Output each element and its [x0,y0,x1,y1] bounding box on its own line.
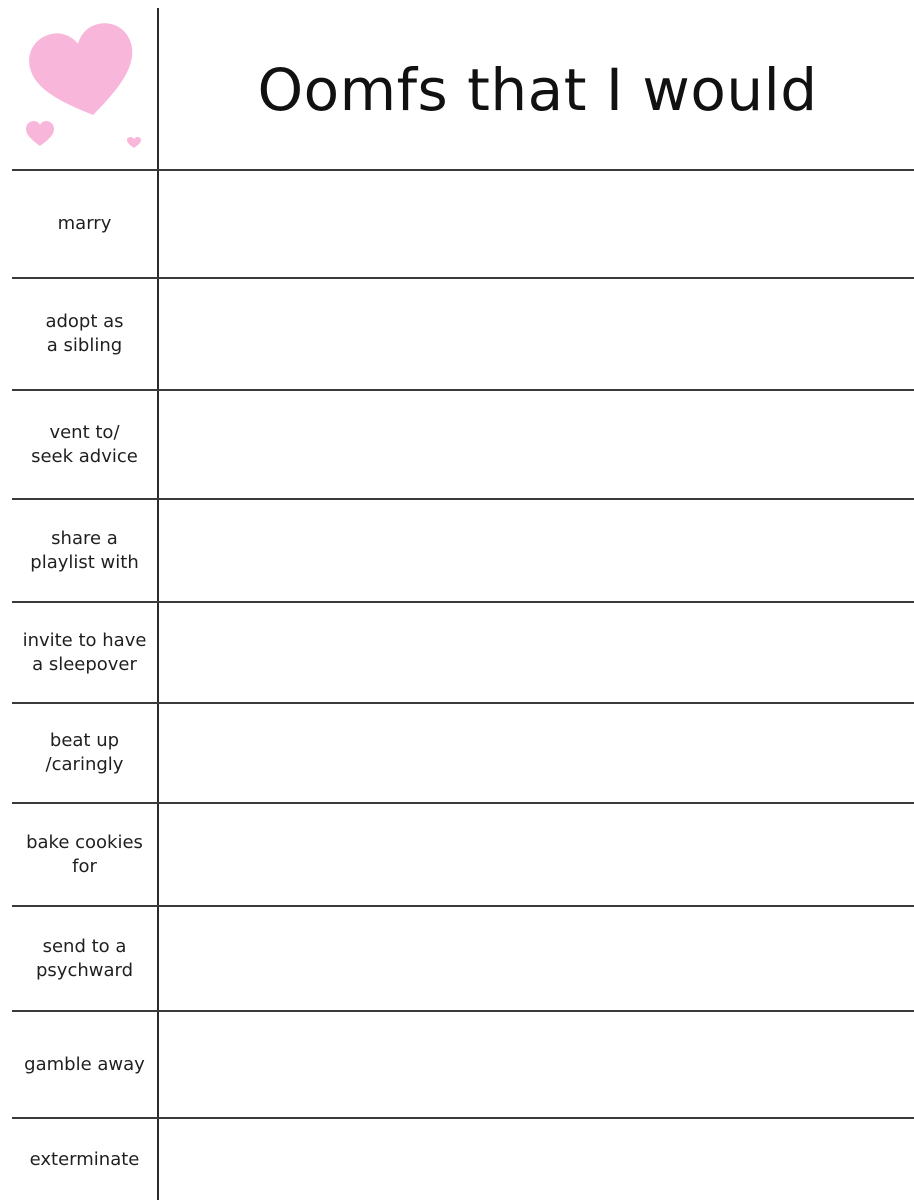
row-label: beat up /caringly [45,730,124,775]
row-label: send to a psychward [35,935,134,981]
row-label: gamble away [24,1053,145,1075]
row-label: exterminate [29,1148,140,1170]
row-label: vent to/ seek advice [31,421,138,467]
row-label: adopt as a sibling [45,311,124,356]
row-answer-cell[interactable] [159,279,914,389]
hearts-icon [14,12,154,162]
row-label: share a playlist with [30,527,139,573]
row-answer-cell[interactable] [159,704,914,802]
row-label: bake cookies for [26,831,143,877]
row-answer-cell[interactable] [159,500,914,601]
row-label: marry [57,213,112,234]
row-answer-cell[interactable] [159,907,914,1010]
row-answer-cell[interactable] [159,1012,914,1117]
row-answer-cell[interactable] [159,603,914,702]
row-answer-cell[interactable] [159,171,914,277]
row-label: invite to have a sleepover [22,629,147,675]
page-title: Oomfs that I would [257,56,818,124]
row-answer-cell[interactable] [159,804,914,905]
row-answer-cell[interactable] [159,1119,914,1200]
row-answer-cell[interactable] [159,391,914,498]
